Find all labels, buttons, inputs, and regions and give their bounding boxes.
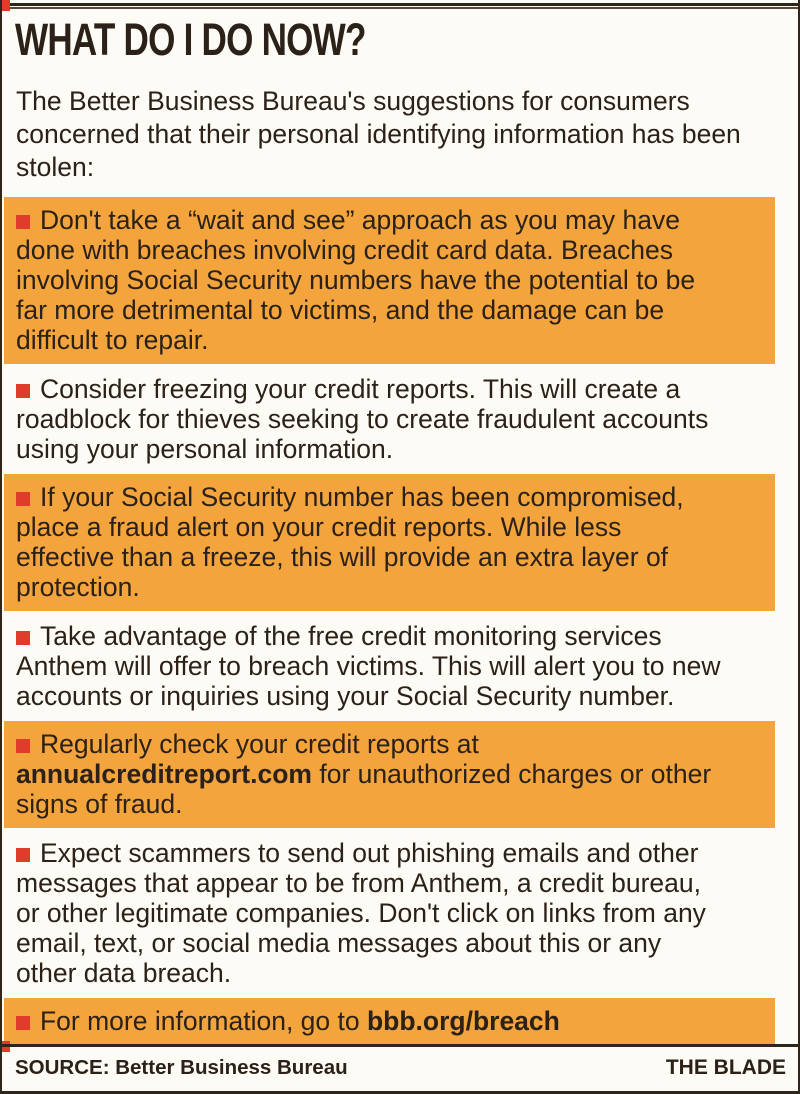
advice-item (4, 474, 775, 611)
bullet-square-icon (16, 739, 30, 753)
advice-text: Consider freezing your credit reports. This will create a roadblock for thieves seeking to create fraudulent accounts using your personal information. (16, 374, 709, 465)
publisher-credit: THE BLADE (665, 1056, 786, 1079)
advice-item (4, 374, 775, 464)
footer (2, 1044, 798, 1091)
advice-item (4, 998, 775, 1045)
advice-item (4, 721, 775, 828)
website-url: bbb.org/breach (366, 1006, 560, 1037)
bullet-square-icon (16, 631, 30, 645)
page-title: WHAT DO I DO NOW? (15, 14, 366, 65)
corner-red-mark-icon (2, 0, 10, 11)
advice-text: Regularly check your credit reports at annualcreditreport.com for unauthorized charges or other signs of fraud. (16, 729, 712, 820)
advice-text: If your Social Security number has been compromised, place a fraud alert on your credit reports. While less effective than a freeze, this will provide an extra layer of protection. (16, 482, 684, 603)
bullet-square-icon (16, 848, 30, 862)
advice-text: Expect scammers to send out phishing emails and other messages that appear to be from Anthem, a credit bureau, or other legitimate companies. Don't click on links from any email, text, or social media messages about this or any other data breach. (16, 838, 706, 989)
advice-list (2, 197, 798, 1045)
bullet-square-icon (16, 215, 30, 229)
advice-item (4, 621, 775, 711)
advice-text: Take advantage of the free credit monitoring services Anthem will offer to breach victims. This will alert you to new accounts or inquiries using your Social Security number. (16, 621, 721, 712)
advice-item (4, 838, 775, 988)
bullet-square-icon (16, 492, 30, 506)
intro-text: The Better Business Bureau's suggestions for consumers concerned that their personal identifying information has been stolen: (16, 86, 741, 183)
top-rule (10, 3, 798, 9)
advice-item (4, 197, 775, 364)
advice-text: For more information, go to bbb.org/breach (40, 1006, 560, 1037)
bullet-square-icon (16, 1016, 30, 1030)
bullet-square-icon (16, 384, 30, 398)
source-credit: SOURCE: Better Business Bureau (15, 1056, 348, 1079)
advice-text: Don't take a “wait and see” approach as you may have done with breaches involving credit card data. Breaches involving Social Security numbers have the potential to be far more detrimental to victims, and the damage can be difficult to repair. (16, 205, 696, 356)
website-url: annualcreditreport.com (16, 759, 312, 790)
